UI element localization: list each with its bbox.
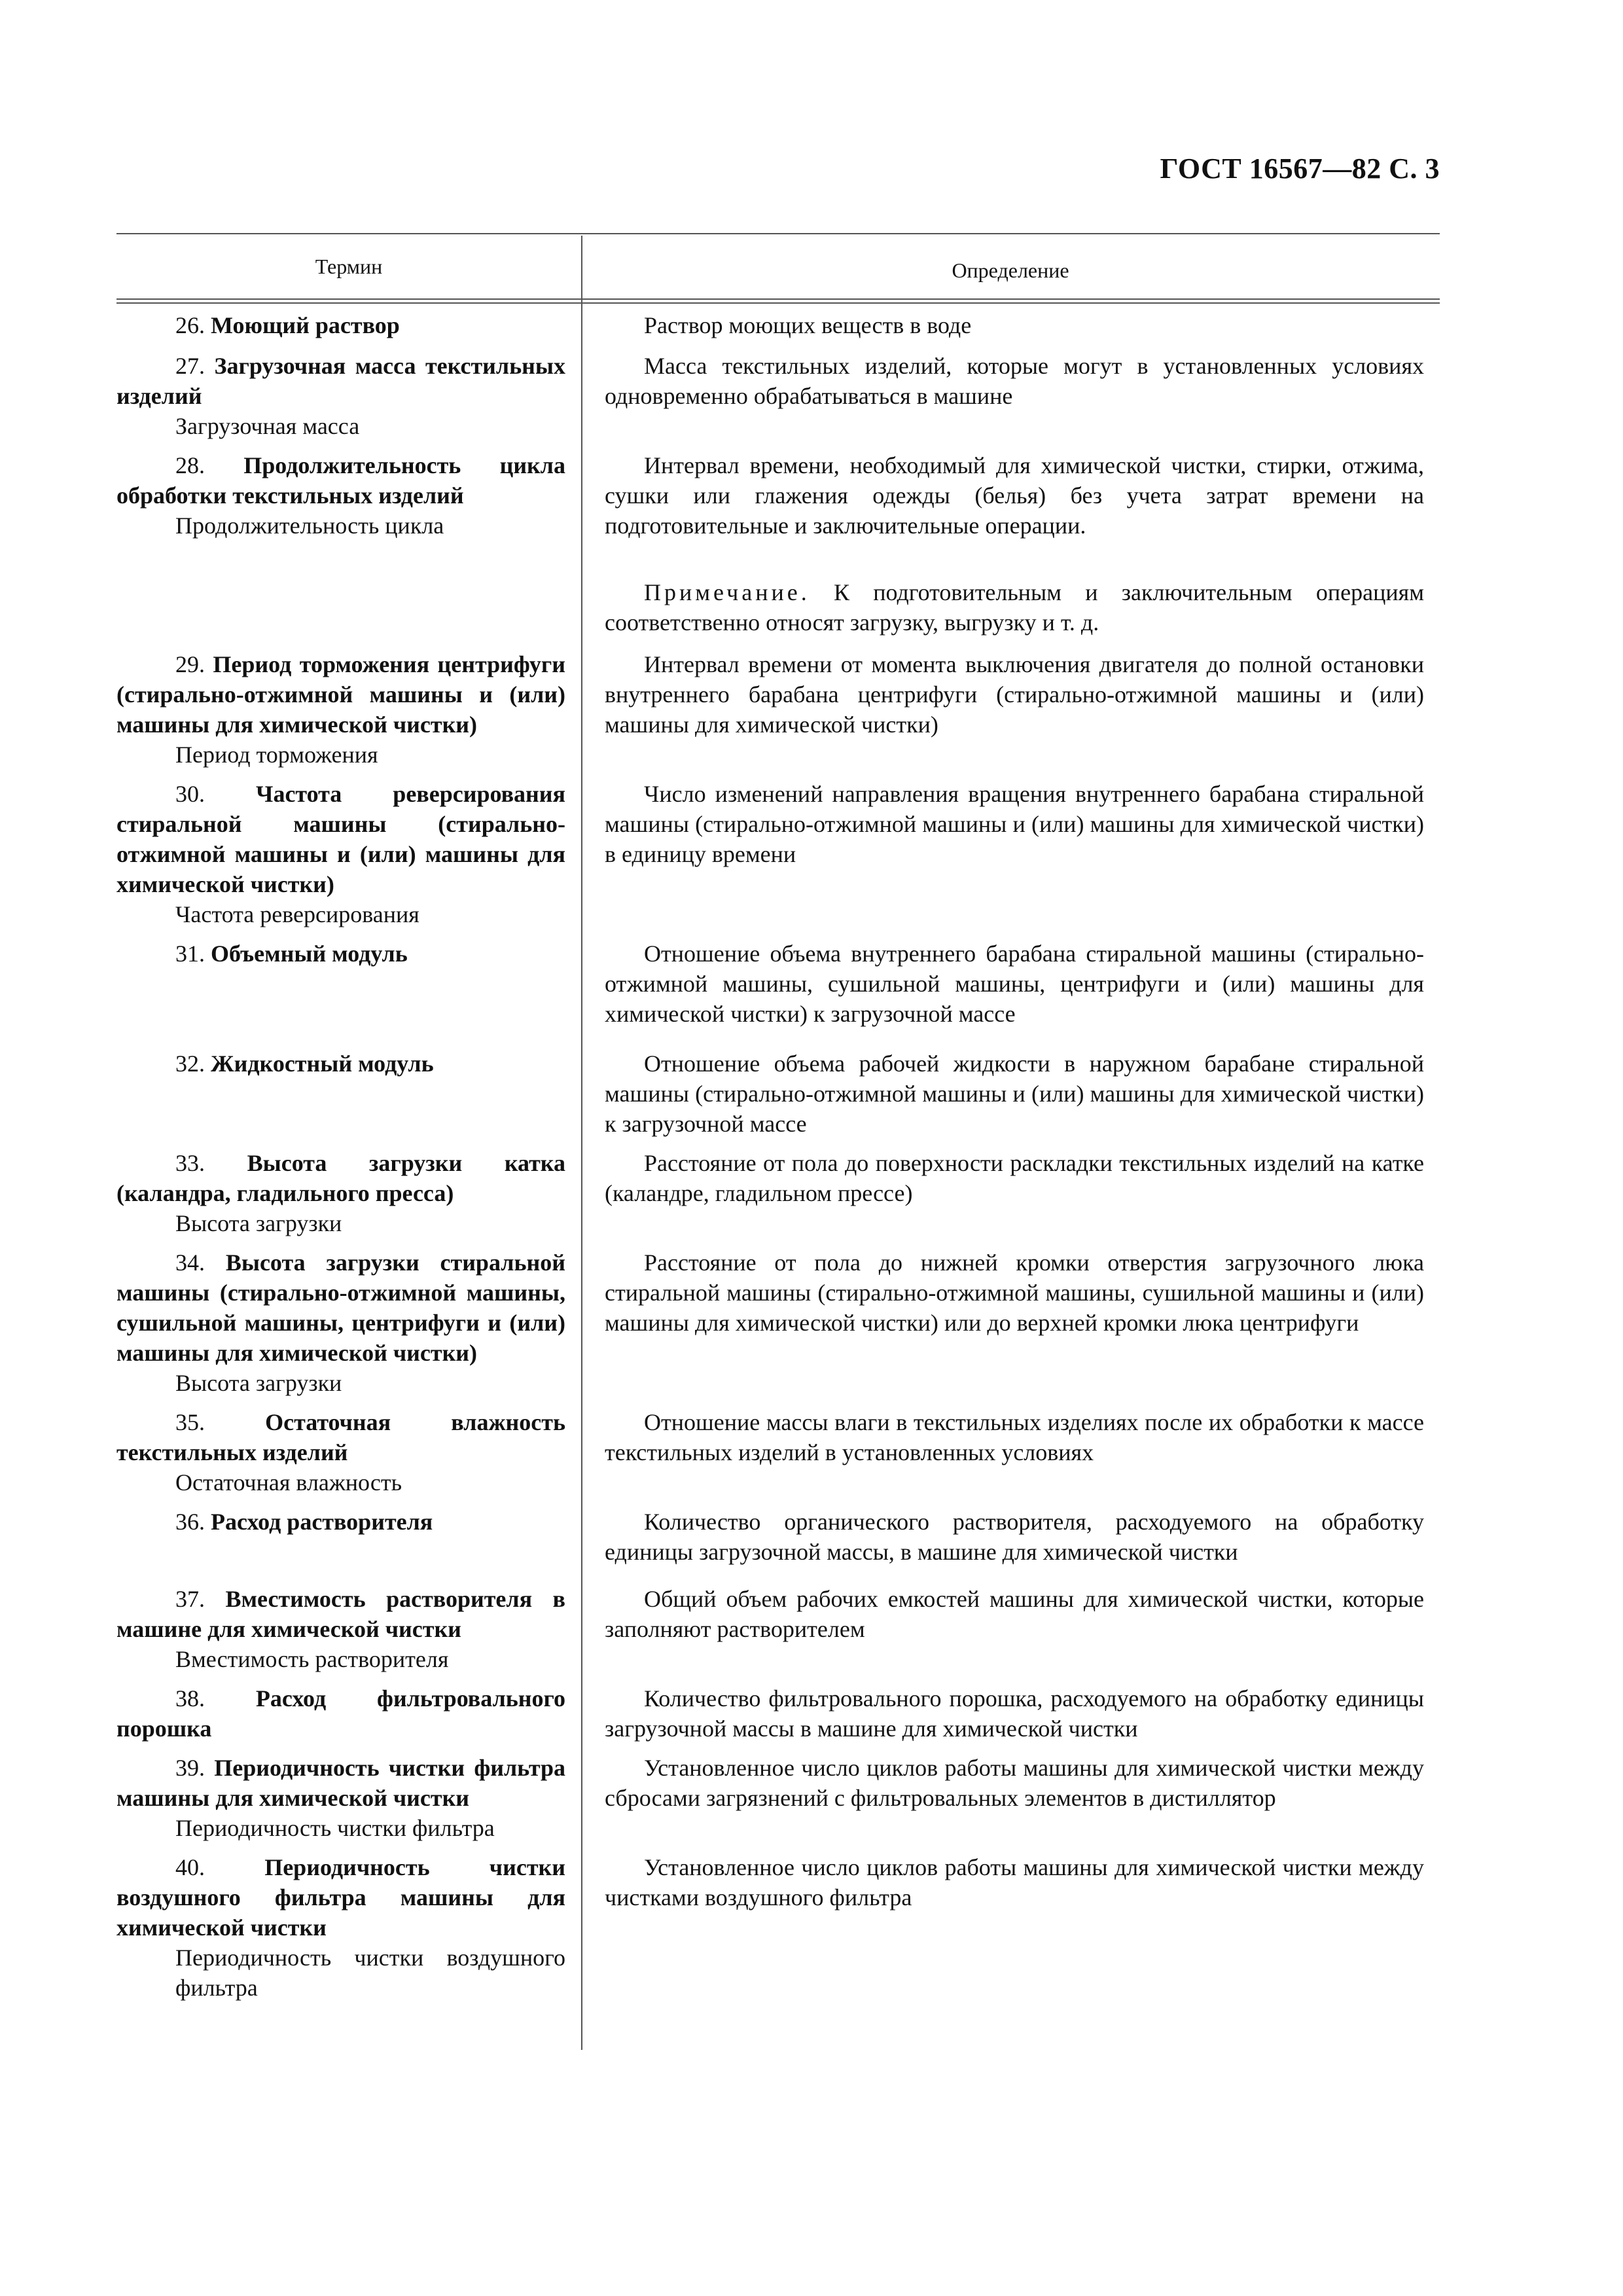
term-short-form: Вместимость растворителя	[175, 1646, 449, 1672]
term-number: 35.	[175, 1409, 205, 1435]
definition-text: Отношение объема внутреннего барабана стиральной машины (стирально-отжимной машины, сушильной машины, центрифуги и (или) машины для химической чистки) к загрузочной массе	[605, 941, 1424, 1027]
term-number: 29.	[175, 651, 205, 677]
table-header	[116, 234, 1440, 300]
definition-text: Установленное число циклов работы машины для химической чистки между чистками воздушного фильтра	[605, 1854, 1424, 1910]
term-title	[116, 1753, 565, 1813]
term-title	[116, 1507, 565, 1537]
term-cell	[116, 450, 581, 541]
term-number: 38.	[175, 1685, 205, 1712]
term-number: 31.	[175, 941, 205, 967]
term-title	[116, 779, 565, 899]
term-short-form: Период торможения	[175, 742, 378, 768]
term-title	[116, 1407, 565, 1467]
term-title	[116, 1247, 565, 1368]
definition-cell	[581, 1753, 1440, 1813]
term-number: 28.	[175, 452, 205, 478]
table-row	[116, 939, 1440, 1029]
table-row	[116, 1247, 1440, 1398]
term-cell	[116, 310, 581, 340]
term-number: 36.	[175, 1509, 205, 1535]
term-name: Частота реверсирования стиральной машины (стирально-отжимной машины и (или) машины для химической чистки)	[116, 781, 565, 897]
term-cell	[116, 1753, 581, 1843]
term-cell	[116, 351, 581, 441]
definition-cell	[581, 939, 1440, 1029]
term-name: Жидкостный модуль	[211, 1050, 434, 1077]
term-number: 27.	[175, 353, 205, 379]
term-short-form: Периодичность чистки воздушного фильтра	[175, 1945, 565, 2001]
term-number: 32.	[175, 1050, 205, 1077]
terms-table	[116, 233, 1440, 2012]
term-name: Загрузочная масса текстильных изделий	[116, 353, 565, 409]
table-row	[116, 1683, 1440, 1744]
term-cell	[116, 1683, 581, 1744]
definition-text: Установленное число циклов работы машины для химической чистки между сбросами загрязнений с фильтровальных элементов в дистиллятор	[605, 1755, 1424, 1811]
column-header-term: Термин	[315, 254, 383, 278]
definition-cell	[581, 649, 1440, 740]
term-title	[116, 1683, 565, 1744]
term-title	[116, 1584, 565, 1644]
term-cell	[116, 1247, 581, 1398]
column-header-definition: Определение	[952, 258, 1069, 282]
term-title	[116, 310, 565, 340]
definition-cell	[581, 1507, 1440, 1567]
table-body	[116, 300, 1440, 2003]
term-number: 33.	[175, 1150, 205, 1176]
term-short-form: Периодичность чистки фильтра	[175, 1815, 495, 1841]
definition-cell	[581, 779, 1440, 869]
definition-cell	[581, 1407, 1440, 1467]
term-cell	[116, 1407, 581, 1498]
note-text: К подготовительным и заключительным операциям соответственно относят загрузку, выгрузку и т. д.	[605, 579, 1424, 636]
definition-cell	[581, 1247, 1440, 1338]
term-name: Расход фильтровального порошка	[116, 1685, 565, 1742]
term-number: 30.	[175, 781, 205, 807]
term-number: 26.	[175, 312, 205, 338]
definition-note	[605, 577, 1424, 637]
term-title	[116, 351, 565, 411]
definition-text: Количество органического растворителя, расходуемого на обработку единицы загрузочной массы, в машине для химической чистки	[605, 1509, 1424, 1565]
table-row	[116, 1148, 1440, 1238]
term-cell	[116, 649, 581, 770]
definition-text: Масса текстильных изделий, которые могут в установленных условиях одновременно обрабатываться в машине	[605, 353, 1424, 409]
definition-cell	[581, 1683, 1440, 1744]
column-divider	[581, 236, 582, 2050]
table-row	[116, 450, 1440, 637]
note-label: Примечание.	[644, 579, 810, 605]
definition-cell	[581, 1049, 1440, 1139]
term-title	[116, 1148, 565, 1208]
term-short-form: Загрузочная масса	[175, 413, 360, 439]
term-cell	[116, 1852, 581, 2003]
term-number: 39.	[175, 1755, 205, 1781]
definition-text: Раствор моющих веществ в воде	[644, 312, 972, 338]
term-name: Моющий раствор	[211, 312, 400, 338]
definition-text: Общий объем рабочих емкостей машины для химической чистки, которые заполняют растворителем	[605, 1586, 1424, 1642]
term-name: Высота загрузки стиральной машины (стирально-отжимной машины, сушильной машины, центрифуги и (или) машины для химической чистки)	[116, 1249, 565, 1366]
term-cell	[116, 1049, 581, 1079]
definition-cell	[581, 310, 1440, 340]
definition-text: Отношение массы влаги в текстильных изделиях после их обработки к массе текстильных изделий в установленных условиях	[605, 1409, 1424, 1465]
term-number: 40.	[175, 1854, 205, 1880]
term-short-form: Высота загрузки	[175, 1370, 342, 1396]
term-cell	[116, 1507, 581, 1537]
term-title	[116, 450, 565, 511]
table-row	[116, 310, 1440, 340]
table-row	[116, 649, 1440, 770]
definition-text: Расстояние от пола до поверхности раскладки текстильных изделий на катке (каландре, гладильном прессе)	[605, 1150, 1424, 1206]
definition-text: Отношение объема рабочей жидкости в наружном барабане стиральной машины (стирально-отжимной машины и (или) машины для химической чистки) к загрузочной массе	[605, 1050, 1424, 1137]
term-title	[116, 939, 565, 969]
table-row	[116, 1049, 1440, 1139]
term-name: Период торможения центрифуги (стирально-отжимной машины и (или) машины для химической чистки)	[116, 651, 565, 738]
term-cell	[116, 939, 581, 969]
term-name: Остаточная влажность текстильных изделий	[116, 1409, 565, 1465]
term-short-form: Высота загрузки	[175, 1210, 342, 1236]
term-title	[116, 1049, 565, 1079]
term-cell	[116, 779, 581, 929]
table-row	[116, 1407, 1440, 1498]
definition-text: Число изменений направления вращения внутреннего барабана стиральной машины (стирально-отжимной машины и (или) машины для химической чистки) в единицу времени	[605, 781, 1424, 867]
term-cell	[116, 1584, 581, 1674]
table-row	[116, 1753, 1440, 1843]
definition-cell	[581, 351, 1440, 411]
term-name: Периодичность чистки воздушного фильтра машины для химической чистки	[116, 1854, 565, 1941]
page-header: ГОСТ 16567—82 С. 3	[1160, 152, 1440, 185]
term-name: Продолжительность цикла обработки текстильных изделий	[116, 452, 565, 509]
table-row	[116, 1852, 1440, 2003]
term-short-form: Продолжительность цикла	[175, 512, 444, 539]
definition-text: Расстояние от пола до нижней кромки отверстия загрузочного люка стиральной машины (стирально-отжимной машины, сушильной машины и (или) машины для химической чистки) или до верхней кромки люка центрифуги	[605, 1249, 1424, 1336]
term-name: Вместимость растворителя в машине для химической чистки	[116, 1586, 566, 1642]
table-row	[116, 351, 1440, 441]
definition-text: Интервал времени, необходимый для химической чистки, стирки, отжима, сушки или глажения одежды (белья) без учета затрат времени на подготовительные и заключительные операции.	[605, 452, 1424, 539]
definition-cell	[581, 1584, 1440, 1644]
term-name: Объемный модуль	[211, 941, 408, 967]
definition-cell	[581, 1852, 1440, 1912]
table-row	[116, 779, 1440, 929]
term-name: Периодичность чистки фильтра машины для химической чистки	[116, 1755, 565, 1811]
definition-cell	[581, 450, 1440, 637]
term-cell	[116, 1148, 581, 1238]
definition-text: Количество фильтровального порошка, расходуемого на обработку единицы загрузочной массы в машине для химической чистки	[605, 1685, 1424, 1742]
term-short-form: Частота реверсирования	[175, 901, 419, 927]
definition-text: Интервал времени от момента выключения двигателя до полной остановки внутреннего барабана центрифуги (стирально-отжимной машины и (или) машины для химической чистки)	[605, 651, 1424, 738]
term-number: 37.	[175, 1586, 205, 1612]
term-number: 34.	[175, 1249, 205, 1276]
term-title	[116, 649, 565, 740]
definition-cell	[581, 1148, 1440, 1208]
table-row	[116, 1584, 1440, 1674]
term-title	[116, 1852, 565, 1943]
term-name: Высота загрузки катка (каландра, гладильного пресса)	[116, 1150, 565, 1206]
term-name: Расход растворителя	[211, 1509, 433, 1535]
term-short-form: Остаточная влажность	[175, 1469, 402, 1496]
table-row	[116, 1507, 1440, 1567]
